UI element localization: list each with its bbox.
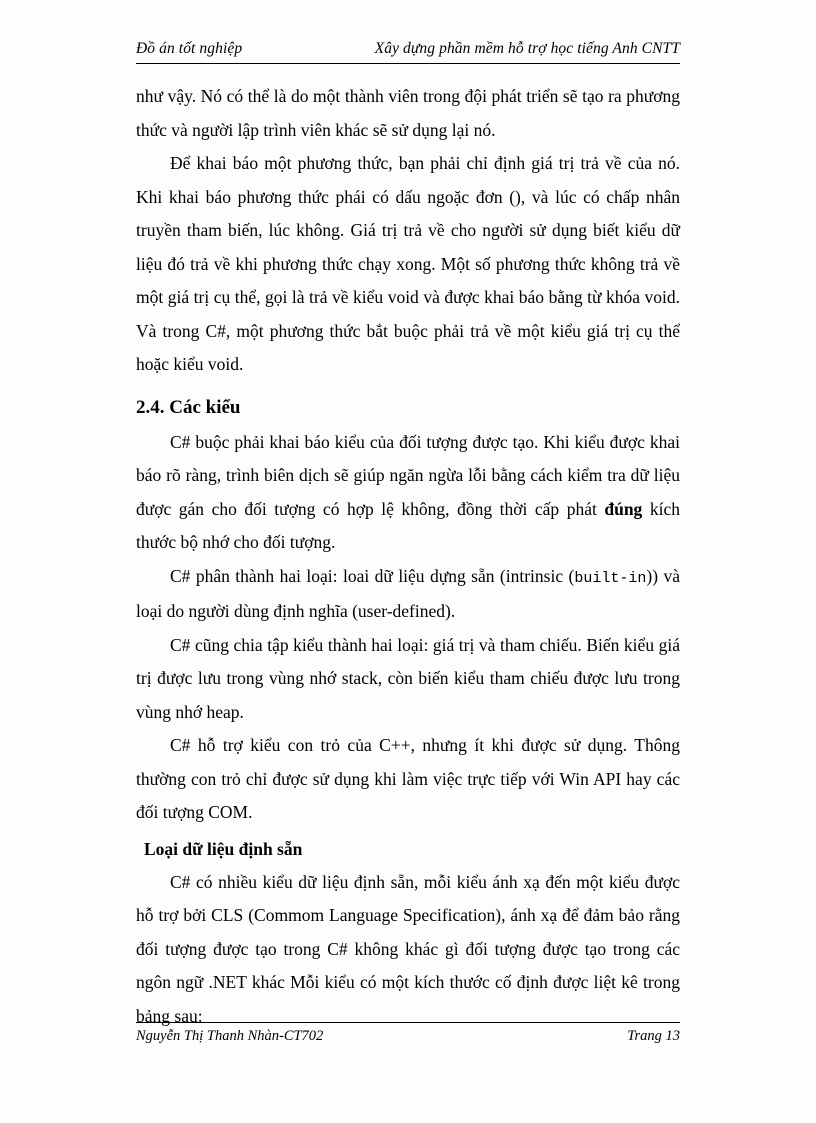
footer-author: Nguyễn Thị Thanh Nhàn-CT702 (136, 1028, 324, 1044)
page-footer (136, 1022, 680, 1045)
paragraph-6: C# hỗ trợ kiểu con trỏ của C++, nhưng ít khi được sử dụng. Thông thường con trỏ chỉ được sử dụng khi làm việc trực tiếp với Win API hay các đối tượng COM. (136, 735, 680, 822)
paragraph-3 (136, 426, 680, 560)
paragraph-3-part-a: C# buộc phải khai báo kiểu của đối tượng được tạo. Khi kiểu được khai báo rõ ràng, trình biên dịch sẽ giúp ngăn ngừa lỗi bằng cách kiểm tra dữ liệu được gán cho đối tượng có hợp lệ không, đồng thời cấp phát (136, 431, 680, 519)
subheading-builtin-types: Loại dữ liệu định sẵn (144, 838, 303, 859)
paragraph-4-part-a: C# phân thành hai loại: loai dữ liệu dựng sẵn (intrinsic ( (170, 565, 575, 586)
paragraph-1: như vậy. Nó có thể là do một thành viên trong đội phát triển sẽ tạo ra phương thức và người lập trình viên khác sẽ sử dụng lại nó. (136, 86, 680, 140)
section-heading-2-4: 2.4. Các kiểu (136, 396, 241, 418)
page-header (136, 40, 680, 64)
paragraph-2: Để khai báo một phương thức, bạn phải chỉ định giá trị trả về của nó. Khi khai báo phương thức phái có dấu ngoặc đơn (), và lúc có chấp nhân truyền tham biến, lúc không. Giá trị trả về cho người sử dụng biết kiểu dữ liệu đó trả về khi phương thức chạy xong. Một số phương thức không trả về một giá trị cụ thể, gọi là trả về kiểu void và được khai báo bằng từ khóa void. Và trong C#, một phương thức bắt buộc phải trả về một kiểu giá trị cụ thể hoặc kiểu void. (136, 153, 680, 374)
header-right-text: Xây dựng phần mềm hỗ trợ học tiếng Anh CNTT (374, 40, 680, 57)
paragraph-4-part-b: )) và loại do người dùng định nghĩa (user-defined). (136, 565, 680, 621)
paragraph-7: C# có nhiều kiểu dữ liệu định sẵn, mỗi kiểu ánh xạ đến một kiểu được hỗ trợ bởi CLS (Commom Language Specification), ánh xạ để đảm bảo rằng đối tượng được tạo trong C# không khác gì đối tượng được tạo trong các ngôn ngữ .NET khác Mỗi kiểu có một kích thước cố định được liệt kê trong bảng sau: (136, 871, 680, 1026)
paragraph-4 (136, 560, 680, 629)
paragraph-4-code-term: built-in (574, 569, 647, 587)
footer-page-number: Trang 13 (627, 1028, 680, 1044)
paragraph-5: C# cũng chia tập kiểu thành hai loại: giá trị và tham chiếu. Biến kiểu giá trị được lưu trong vùng nhớ stack, còn biến kiểu tham chiếu được lưu trong vùng nhớ heap. (136, 634, 680, 722)
paragraph-3-bold-word: đúng (604, 498, 643, 519)
paragraph-3-part-b: kích thước bộ nhớ cho đối tượng. (136, 498, 680, 552)
header-left-text: Đồ án tốt nghiệp (136, 40, 243, 57)
page-content (136, 40, 680, 1033)
body-text (136, 80, 680, 1033)
